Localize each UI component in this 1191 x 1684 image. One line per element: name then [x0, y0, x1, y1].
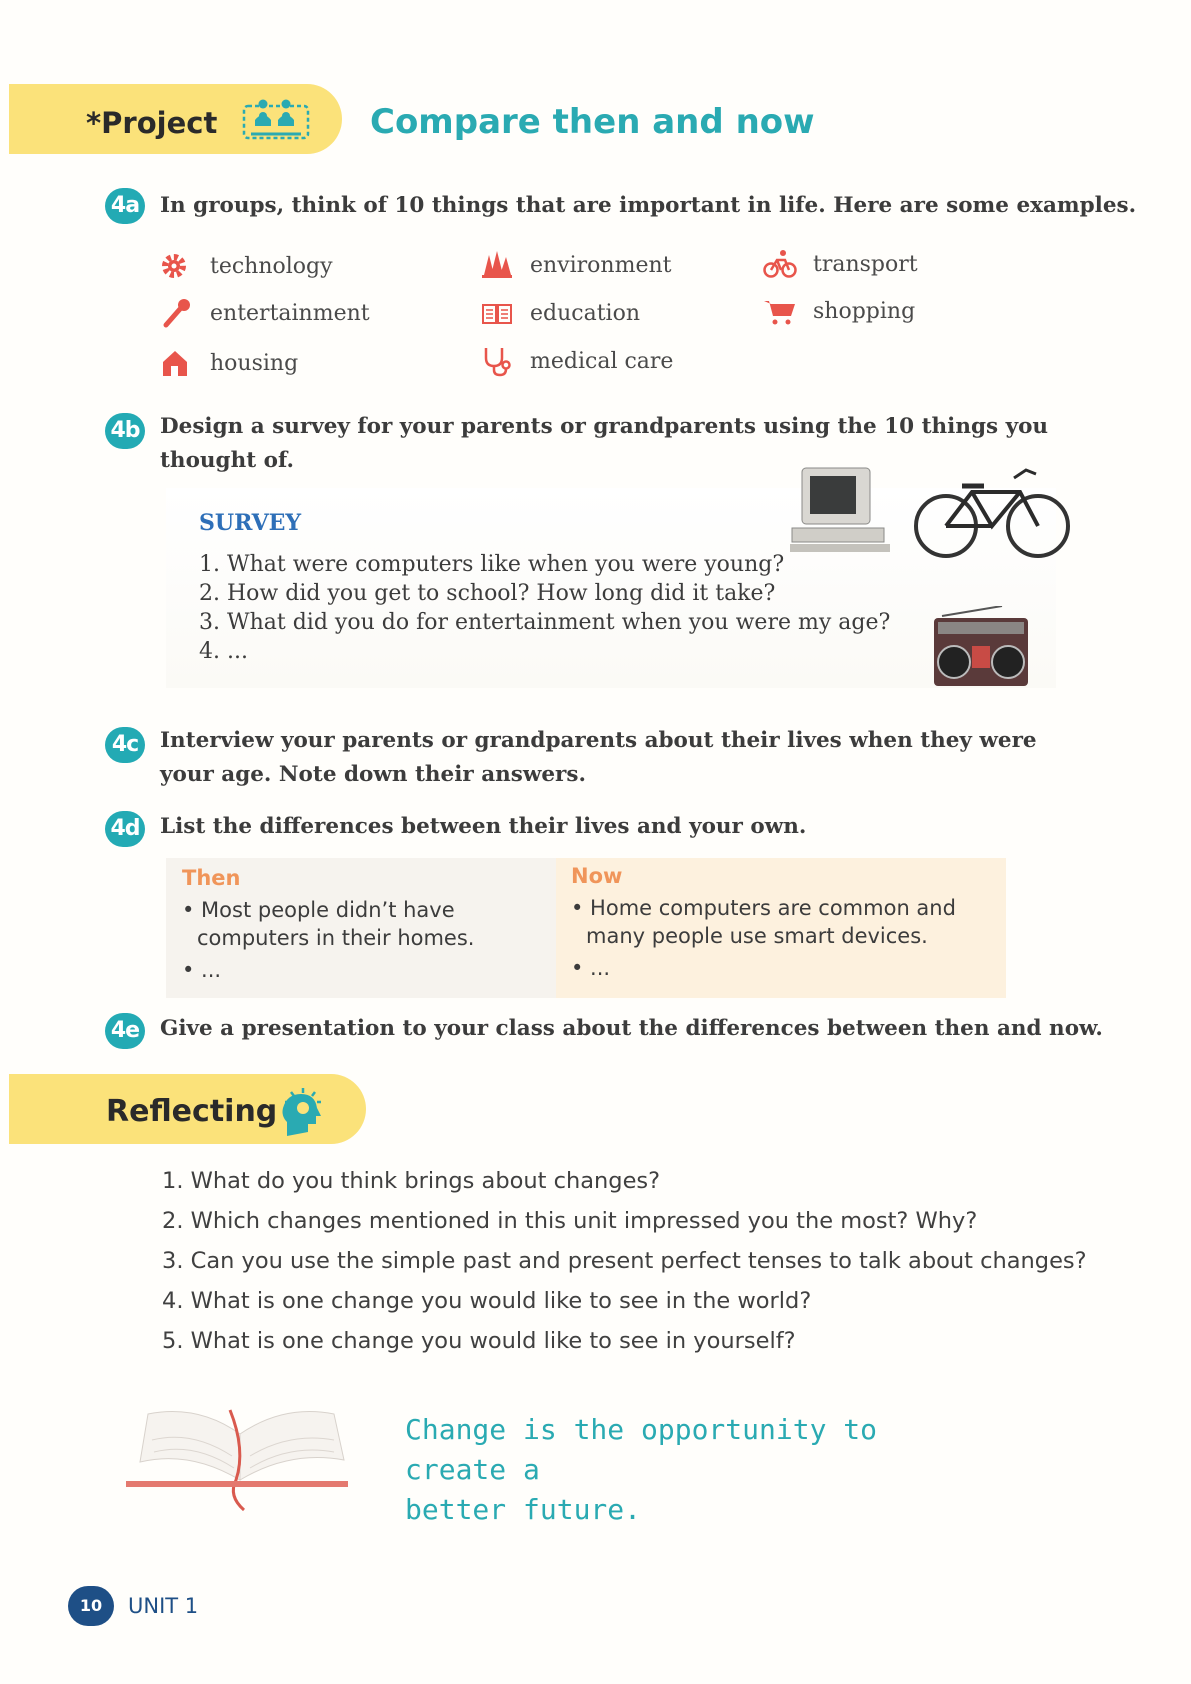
group-people-icon	[241, 98, 313, 142]
open-book-image	[122, 1400, 352, 1512]
quote-line: Change is the opportunity to create a	[405, 1413, 878, 1486]
quote	[405, 1410, 965, 1530]
step-4c-line2: your age. Note down their answers.	[160, 762, 586, 787]
lightbulb-head-icon	[279, 1086, 325, 1138]
project-label: *Project	[86, 106, 218, 140]
reflecting-question: 4. What is one change you would like to see in the world?	[162, 1288, 812, 1314]
unit-label: UNIT 1	[128, 1594, 199, 1618]
then-line: computers in their homes.	[197, 926, 475, 950]
microphone-icon	[160, 297, 194, 329]
now-more: • ...	[571, 956, 611, 980]
step-badge-4a: 4a	[105, 188, 145, 224]
boombox-image	[932, 606, 1030, 688]
example-transport	[763, 248, 918, 280]
step-badge-4b: 4b	[105, 413, 145, 449]
reflecting-question: 3. Can you use the simple past and present perfect tenses to talk about changes?	[162, 1248, 1087, 1274]
then-more: • ...	[182, 958, 222, 982]
now-heading: Now	[571, 864, 623, 888]
example-shopping	[763, 295, 915, 327]
example-label: medical care	[530, 348, 674, 374]
quote-line: better future.	[405, 1493, 642, 1526]
bicycle-icon	[763, 248, 797, 280]
book-icon	[480, 297, 514, 329]
example-education	[480, 297, 640, 329]
survey-question: 4. ...	[199, 639, 248, 664]
reflecting-label: Reflecting	[106, 1094, 278, 1129]
example-label: technology	[210, 253, 333, 279]
example-medical-care	[480, 345, 673, 377]
step-4a-text: In groups, think of 10 things that are important in life. Here are some examples.	[160, 193, 1137, 218]
reflecting-question: 5. What is one change you would like to see in yourself?	[162, 1328, 796, 1354]
step-4d-text: List the differences between their lives and your own.	[160, 814, 807, 839]
step-badge-4e: 4e	[105, 1013, 145, 1049]
old-computer-image	[790, 466, 890, 558]
now-line: many people use smart devices.	[586, 924, 928, 948]
example-entertainment	[160, 297, 370, 329]
bicycle-image	[912, 464, 1074, 568]
stethoscope-icon	[480, 345, 514, 377]
step-4b-line1: Design a survey for your parents or grandparents using the 10 things you	[160, 414, 1049, 439]
now-line: • Home computers are common and	[571, 896, 956, 920]
example-label: education	[530, 300, 640, 326]
step-4e-text: Give a presentation to your class about the differences between then and now.	[160, 1016, 1103, 1041]
survey-title: SURVEY	[199, 510, 302, 536]
example-label: shopping	[813, 298, 916, 324]
step-badge-4d: 4d	[105, 811, 145, 847]
survey-question: 3. What did you do for entertainment when you were my age?	[199, 610, 891, 635]
step-4b-line2: thought of.	[160, 448, 294, 473]
example-housing	[160, 347, 298, 379]
reflecting-banner	[9, 1074, 366, 1144]
trees-icon	[480, 249, 514, 281]
reflecting-question: 1. What do you think brings about changes?	[162, 1168, 661, 1194]
project-banner	[9, 84, 342, 154]
example-label: transport	[813, 251, 918, 277]
example-environment	[480, 249, 671, 281]
survey-question: 2. How did you get to school? How long did it take?	[199, 581, 776, 606]
example-label: housing	[210, 350, 299, 376]
then-heading: Then	[182, 866, 241, 890]
reflecting-question: 2. Which changes mentioned in this unit impressed you the most? Why?	[162, 1208, 978, 1234]
page-number: 10	[68, 1586, 114, 1626]
example-label: environment	[530, 252, 672, 278]
example-label: entertainment	[210, 300, 370, 326]
example-technology	[160, 250, 333, 282]
section-title: Compare then and now	[370, 102, 815, 142]
step-badge-4c: 4c	[105, 727, 145, 763]
step-4c-line1: Interview your parents or grandparents about their lives when they were	[160, 728, 1037, 753]
survey-question: 1. What were computers like when you were young?	[199, 552, 785, 577]
then-line: • Most people didn’t have	[182, 898, 455, 922]
gear-icon	[160, 250, 194, 282]
shopping-cart-icon	[763, 295, 797, 327]
house-icon	[160, 347, 194, 379]
